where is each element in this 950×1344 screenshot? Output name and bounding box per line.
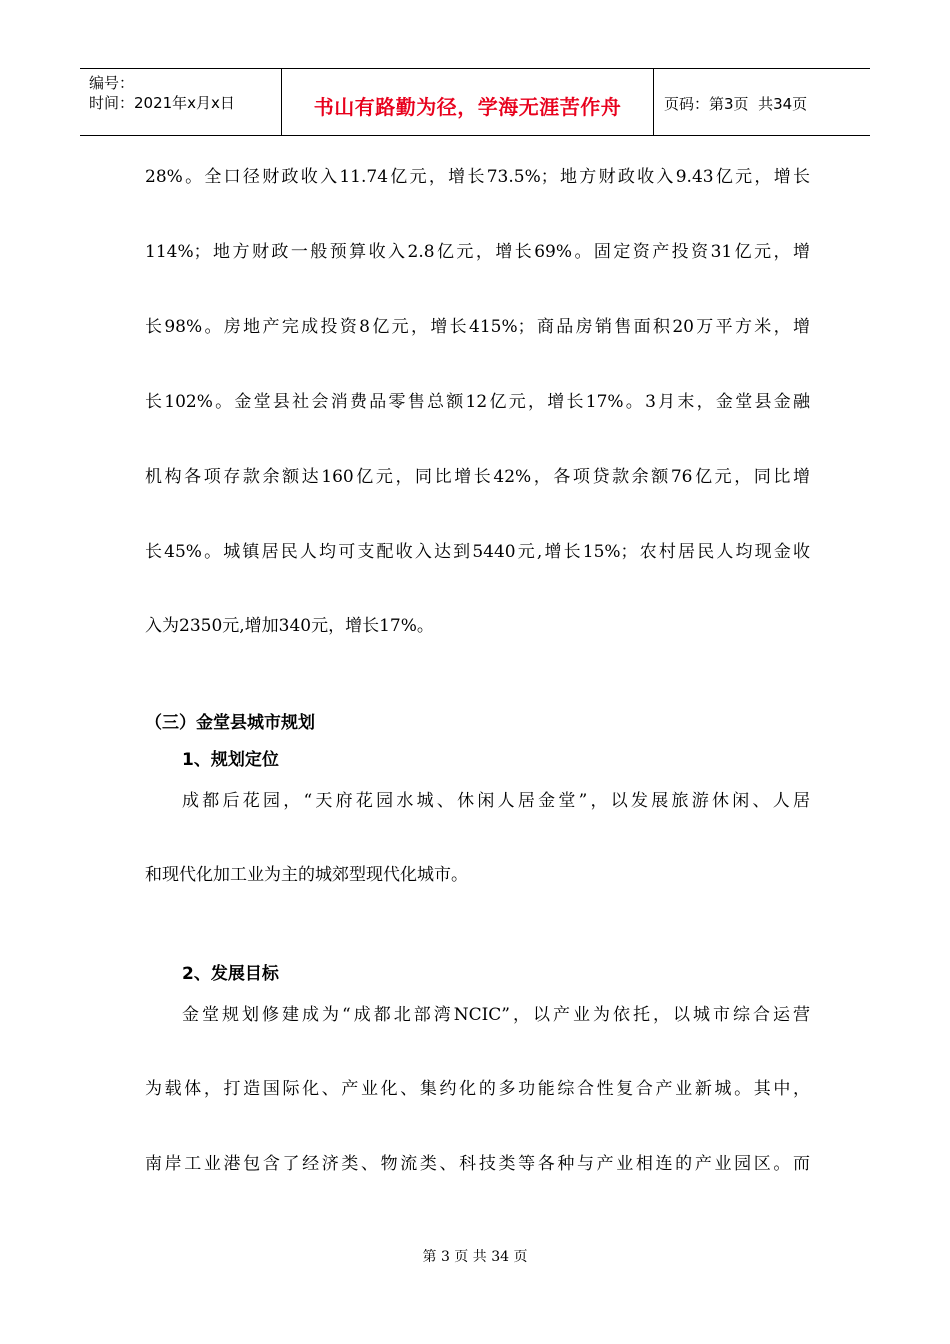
subsection-heading: 1、规划定位 bbox=[182, 750, 279, 770]
subsection-heading: 2、发展目标 bbox=[182, 964, 279, 984]
paragraph-line: 入为2350元,增加340元，增长17%。 bbox=[145, 616, 434, 636]
header-motto: 书山有路勤为径，学海无涯苦作舟 bbox=[282, 69, 654, 135]
paragraph-line: 为载体，打造国际化、产业化、集约化的多功能综合性复合产业新城。其中， bbox=[145, 1079, 810, 1099]
paragraph-line: 114%；地方财政一般预算收入2.8亿元，增长69%。固定资产投资31亿元，增 bbox=[145, 242, 810, 262]
header-page-info: 页码：第3页 共34页 bbox=[664, 94, 808, 113]
paragraph-line: 长98%。房地产完成投资8亿元，增长415%；商品房销售面积20万平方米，增 bbox=[145, 317, 810, 337]
page-footer: 第 3 页 共 34 页 bbox=[422, 1249, 528, 1265]
paragraph-line: 成都后花园，“天府花园水城、休闲人居金堂”，以发展旅游休闲、人居 bbox=[182, 791, 810, 811]
paragraph-line: 机构各项存款余额达160亿元，同比增长42%，各项贷款余额76亿元，同比增 bbox=[145, 467, 810, 487]
paragraph-line: 南岸工业港包含了经济类、物流类、科技类等各种与产业相连的产业园区。而 bbox=[145, 1154, 810, 1174]
paragraph-line: 金堂规划修建成为“成都北部湾NCIC”，以产业为依托，以城市综合运营 bbox=[182, 1005, 810, 1025]
paragraph-line: 长45%。城镇居民人均可支配收入达到5440元,增长15%；农村居民人均现金收 bbox=[145, 542, 810, 562]
document-date-label: 时间：2021年x月x日 bbox=[89, 94, 235, 112]
header-meta bbox=[80, 69, 282, 135]
paragraph-line: 28%。全口径财政收入11.74亿元，增长73.5%；地方财政收入9.43亿元，增长 bbox=[145, 167, 810, 187]
header-page-info-cell bbox=[654, 69, 870, 135]
paragraph-line: 和现代化加工业为主的城郊型现代化城市。 bbox=[145, 865, 468, 885]
paragraph-line: 长102%。金堂县社会消费品零售总额12亿元，增长17%。3月末，金堂县金融 bbox=[145, 392, 810, 412]
page-header bbox=[80, 68, 870, 136]
section-heading: （三）金堂县城市规划 bbox=[145, 713, 315, 733]
document-number-label: 编号： bbox=[89, 74, 135, 92]
